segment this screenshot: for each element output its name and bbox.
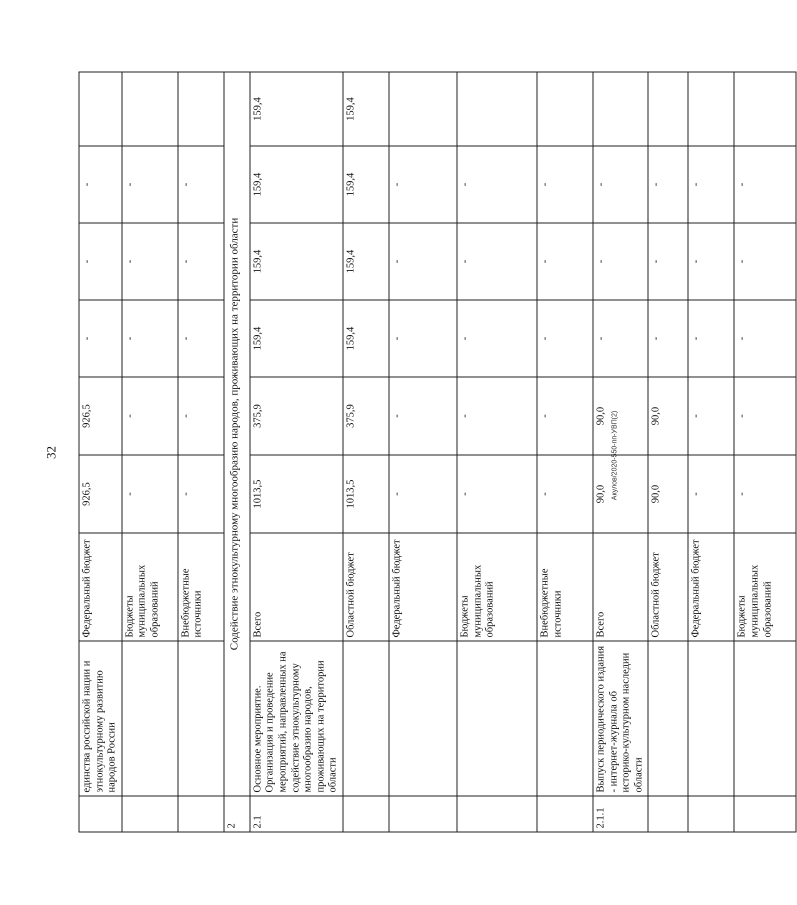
value-cell: -	[648, 146, 688, 223]
value-cell: -	[688, 300, 734, 377]
table-row	[648, 72, 688, 832]
document-stamp: Акулов/2020-550-пп-УВП(2)	[611, 410, 619, 501]
funding-source: Внебюджетные источники	[537, 533, 593, 641]
value-cell: -	[122, 300, 178, 377]
table-row	[457, 72, 537, 832]
activity-name	[688, 641, 734, 796]
funding-source: Бюджеты муниципальных образований	[457, 533, 537, 641]
value-cell: 90,0	[648, 377, 688, 455]
value-cell: 159,4	[343, 223, 389, 300]
value-cell: 159,4	[250, 223, 343, 300]
value-cell: -	[178, 377, 224, 455]
value-cell: -	[79, 223, 122, 300]
funding-source: Бюджеты муниципальных образований	[122, 533, 178, 641]
value-cell: -	[593, 300, 648, 377]
value-cell: -	[537, 223, 593, 300]
activity-name	[343, 641, 389, 796]
value-cell: -	[389, 146, 457, 223]
activity-name	[648, 641, 688, 796]
value-cell: -	[537, 300, 593, 377]
value-cell: 1013,5	[343, 455, 389, 533]
row-number: 2	[224, 796, 250, 832]
row-number	[457, 796, 537, 832]
value-cell: -	[457, 146, 537, 223]
value-cell: 375,9	[343, 377, 389, 455]
value-cell: -	[537, 146, 593, 223]
value-cell: 159,4	[250, 300, 343, 377]
value-cell: -	[178, 300, 224, 377]
row-number	[178, 796, 224, 832]
value-cell: -	[734, 300, 796, 377]
section-title: Содействие этнокультурному многообразию народов, проживающих на территории области	[224, 72, 250, 796]
section-row	[224, 72, 250, 832]
row-number	[734, 796, 796, 832]
value-cell: -	[593, 223, 648, 300]
funding-source: Бюджеты муниципальных образований	[734, 533, 796, 641]
value-cell: -	[648, 300, 688, 377]
value-cell: -	[734, 377, 796, 455]
value-cell: -	[389, 377, 457, 455]
table-row	[343, 72, 389, 832]
value-cell: 926,5	[79, 455, 122, 533]
value-cell: -	[593, 146, 648, 223]
value-cell: -	[457, 300, 537, 377]
value-cell	[122, 72, 178, 146]
value-cell: 159,4	[343, 300, 389, 377]
row-number	[122, 796, 178, 832]
value-cell: -	[122, 146, 178, 223]
value-cell: 159,4	[343, 72, 389, 146]
value-cell	[537, 72, 593, 146]
value-cell: 159,4	[250, 146, 343, 223]
funding-source: Федеральный бюджет	[79, 533, 122, 641]
row-number: 2.1.1	[593, 796, 648, 832]
value-cell	[593, 72, 648, 146]
value-cell: -	[457, 455, 537, 533]
table-row	[178, 72, 224, 832]
table-row	[688, 72, 734, 832]
value-cell	[457, 72, 537, 146]
value-cell: -	[389, 223, 457, 300]
value-cell: 90,0	[648, 455, 688, 533]
funding-source: Областной бюджет	[343, 533, 389, 641]
activity-name	[734, 641, 796, 796]
value-cell: -	[537, 377, 593, 455]
value-cell: -	[688, 455, 734, 533]
page-number: 32	[43, 446, 59, 459]
table-row	[250, 72, 343, 832]
value-cell: -	[122, 377, 178, 455]
value-cell	[688, 72, 734, 146]
value-cell: 90,0	[593, 377, 648, 455]
activity-name	[122, 641, 178, 796]
funding-source: Всего	[593, 533, 648, 641]
activity-name	[457, 641, 537, 796]
funding-source: Всего	[250, 533, 343, 641]
value-cell: 159,4	[343, 146, 389, 223]
row-number	[537, 796, 593, 832]
row-number	[389, 796, 457, 832]
value-cell	[734, 72, 796, 146]
value-cell: -	[688, 377, 734, 455]
value-cell: 90,0	[593, 455, 648, 533]
table-row	[537, 72, 593, 832]
value-cell: -	[457, 377, 537, 455]
value-cell: 926,5	[79, 377, 122, 455]
table-row	[593, 72, 648, 832]
funding-source: Федеральный бюджет	[688, 533, 734, 641]
budget-table	[79, 72, 797, 833]
value-cell: -	[178, 223, 224, 300]
funding-source: Внебюджетные источники	[178, 533, 224, 641]
value-cell: 1013,5	[250, 455, 343, 533]
activity-name: Выпуск периодического издания - интернет-журнала об историко-культурном наследии области	[593, 641, 648, 796]
activity-name: единства российской нации и этнокультурному развитию народов России	[79, 641, 122, 796]
activity-name: Основное мероприятие. Организация и проведение мероприятий, направленных на содействие этнокультурному многообразию народов, проживающих на территории области	[250, 641, 343, 796]
value-cell: -	[734, 223, 796, 300]
value-cell	[389, 72, 457, 146]
value-cell: -	[389, 455, 457, 533]
value-cell: -	[648, 223, 688, 300]
value-cell: 375,9	[250, 377, 343, 455]
row-number	[648, 796, 688, 832]
value-cell	[648, 72, 688, 146]
value-cell: -	[537, 455, 593, 533]
value-cell: -	[122, 223, 178, 300]
value-cell: 159,4	[250, 72, 343, 146]
value-cell	[178, 72, 224, 146]
table-row	[734, 72, 796, 832]
activity-name	[389, 641, 457, 796]
row-number	[343, 796, 389, 832]
value-cell: -	[178, 146, 224, 223]
value-cell	[79, 72, 122, 146]
table-row	[122, 72, 178, 832]
value-cell: -	[688, 223, 734, 300]
value-cell: -	[79, 300, 122, 377]
funding-source: Областной бюджет	[648, 533, 688, 641]
table-row	[389, 72, 457, 832]
table-row	[79, 72, 122, 832]
value-cell: -	[122, 455, 178, 533]
value-cell: -	[688, 146, 734, 223]
activity-name	[178, 641, 224, 796]
row-number	[79, 796, 122, 832]
funding-source: Федеральный бюджет	[389, 533, 457, 641]
row-number	[688, 796, 734, 832]
value-cell: -	[734, 146, 796, 223]
value-cell: -	[79, 146, 122, 223]
value-cell: -	[389, 300, 457, 377]
value-cell: -	[178, 455, 224, 533]
value-cell: -	[457, 223, 537, 300]
activity-name	[537, 641, 593, 796]
value-cell: -	[734, 455, 796, 533]
row-number: 2.1	[250, 796, 343, 832]
table-body	[79, 72, 796, 832]
